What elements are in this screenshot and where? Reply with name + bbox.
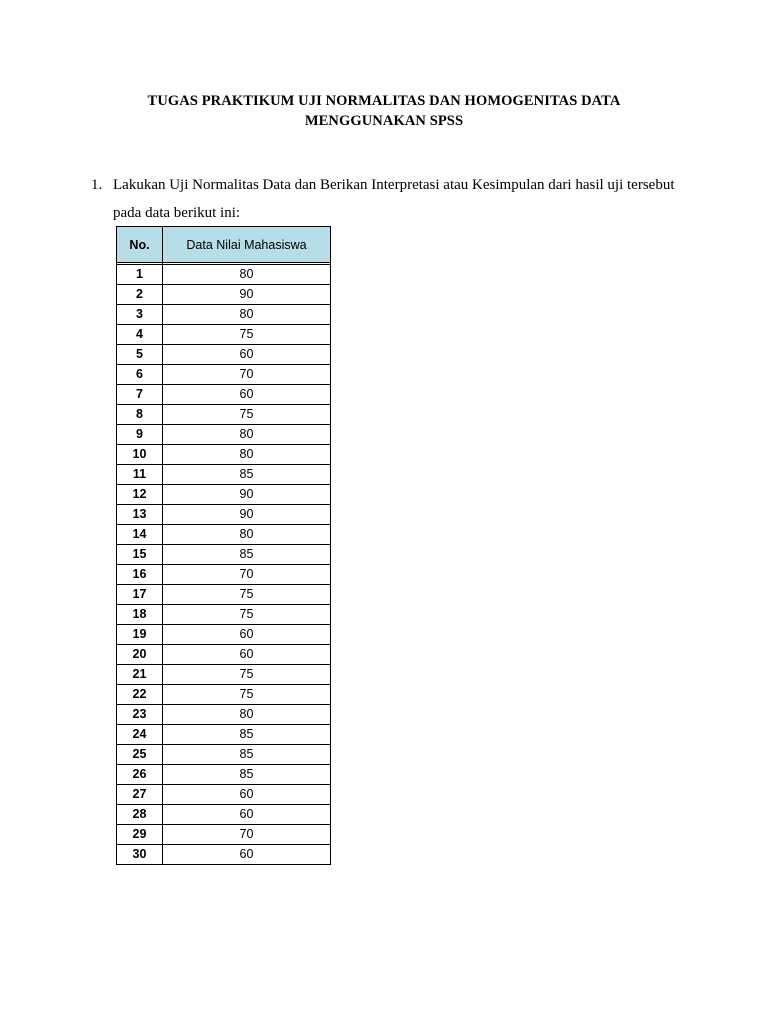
- table-row: [117, 825, 331, 845]
- cell-value: 80: [163, 425, 331, 445]
- cell-no: 2: [117, 285, 163, 305]
- table-row: [117, 625, 331, 645]
- question-text-line-1: Lakukan Uji Normalitas Data dan Berikan Interpretasi atau Kesimpulan dari hasil uji tersebut: [113, 177, 675, 193]
- cell-value: 85: [163, 765, 331, 785]
- cell-no: 9: [117, 425, 163, 445]
- student-scores-table: [116, 226, 331, 865]
- cell-no: 10: [117, 445, 163, 465]
- cell-no: 27: [117, 785, 163, 805]
- table-row: [117, 265, 331, 285]
- table-row: [117, 505, 331, 525]
- table-row: [117, 405, 331, 425]
- cell-value: 70: [163, 825, 331, 845]
- cell-value: 80: [163, 265, 331, 285]
- cell-value: 60: [163, 845, 331, 865]
- cell-no: 13: [117, 505, 163, 525]
- table-row: [117, 425, 331, 445]
- cell-value: 80: [163, 305, 331, 325]
- cell-no: 26: [117, 765, 163, 785]
- cell-value: 80: [163, 525, 331, 545]
- cell-no: 4: [117, 325, 163, 345]
- table-row: [117, 645, 331, 665]
- cell-value: 75: [163, 405, 331, 425]
- table-row: [117, 605, 331, 625]
- table-row: [117, 765, 331, 785]
- cell-value: 60: [163, 385, 331, 405]
- cell-value: 90: [163, 485, 331, 505]
- page-title: [84, 91, 684, 131]
- table-row: [117, 545, 331, 565]
- question-text: [113, 171, 703, 227]
- cell-value: 75: [163, 685, 331, 705]
- cell-no: 28: [117, 805, 163, 825]
- cell-no: 20: [117, 645, 163, 665]
- cell-no: 6: [117, 365, 163, 385]
- cell-value: 75: [163, 325, 331, 345]
- header-data-nilai: Data Nilai Mahasiswa: [163, 227, 331, 263]
- cell-no: 16: [117, 565, 163, 585]
- table-row: [117, 585, 331, 605]
- table-row: [117, 785, 331, 805]
- page-title-line-2: MENGGUNAKAN SPSS: [304, 113, 464, 129]
- table-row: [117, 285, 331, 305]
- cell-no: 21: [117, 665, 163, 685]
- cell-value: 80: [163, 705, 331, 725]
- cell-value: 60: [163, 645, 331, 665]
- table-row: [117, 445, 331, 465]
- cell-value: 85: [163, 745, 331, 765]
- cell-no: 8: [117, 405, 163, 425]
- cell-value: 90: [163, 285, 331, 305]
- cell-no: 25: [117, 745, 163, 765]
- cell-value: 60: [163, 345, 331, 365]
- cell-value: 70: [163, 365, 331, 385]
- cell-no: 18: [117, 605, 163, 625]
- cell-value: 75: [163, 665, 331, 685]
- table-row: [117, 565, 331, 585]
- table-row: [117, 705, 331, 725]
- table-row: [117, 845, 331, 865]
- page-title-line-1: TUGAS PRAKTIKUM UJI NORMALITAS DAN HOMOGENITAS DATA: [147, 93, 621, 109]
- table-row: [117, 465, 331, 485]
- table-row: [117, 525, 331, 545]
- cell-no: 11: [117, 465, 163, 485]
- question-number: 1.: [91, 177, 103, 193]
- table-row: [117, 745, 331, 765]
- cell-value: 75: [163, 605, 331, 625]
- table-header-row: [117, 227, 331, 263]
- cell-value: 70: [163, 565, 331, 585]
- cell-value: 85: [163, 725, 331, 745]
- cell-value: 85: [163, 465, 331, 485]
- table-body: [117, 263, 331, 865]
- cell-value: 60: [163, 805, 331, 825]
- cell-no: 17: [117, 585, 163, 605]
- table-row: [117, 325, 331, 345]
- question-text-line-2: pada data berikut ini:: [113, 205, 241, 221]
- cell-value: 75: [163, 585, 331, 605]
- cell-no: 3: [117, 305, 163, 325]
- table-row: [117, 365, 331, 385]
- cell-no: 14: [117, 525, 163, 545]
- cell-no: 23: [117, 705, 163, 725]
- cell-no: 15: [117, 545, 163, 565]
- cell-value: 60: [163, 785, 331, 805]
- cell-value: 90: [163, 505, 331, 525]
- cell-no: 29: [117, 825, 163, 845]
- cell-value: 80: [163, 445, 331, 465]
- table-row: [117, 685, 331, 705]
- cell-value: 85: [163, 545, 331, 565]
- table-row: [117, 305, 331, 325]
- cell-no: 7: [117, 385, 163, 405]
- cell-no: 1: [117, 265, 163, 285]
- cell-no: 22: [117, 685, 163, 705]
- table-row: [117, 665, 331, 685]
- cell-no: 12: [117, 485, 163, 505]
- table-row: [117, 385, 331, 405]
- table-row: [117, 485, 331, 505]
- table-row: [117, 805, 331, 825]
- table-row: [117, 345, 331, 365]
- header-no: No.: [117, 227, 163, 263]
- table-row: [117, 725, 331, 745]
- cell-no: 30: [117, 845, 163, 865]
- cell-value: 60: [163, 625, 331, 645]
- cell-no: 19: [117, 625, 163, 645]
- cell-no: 5: [117, 345, 163, 365]
- cell-no: 24: [117, 725, 163, 745]
